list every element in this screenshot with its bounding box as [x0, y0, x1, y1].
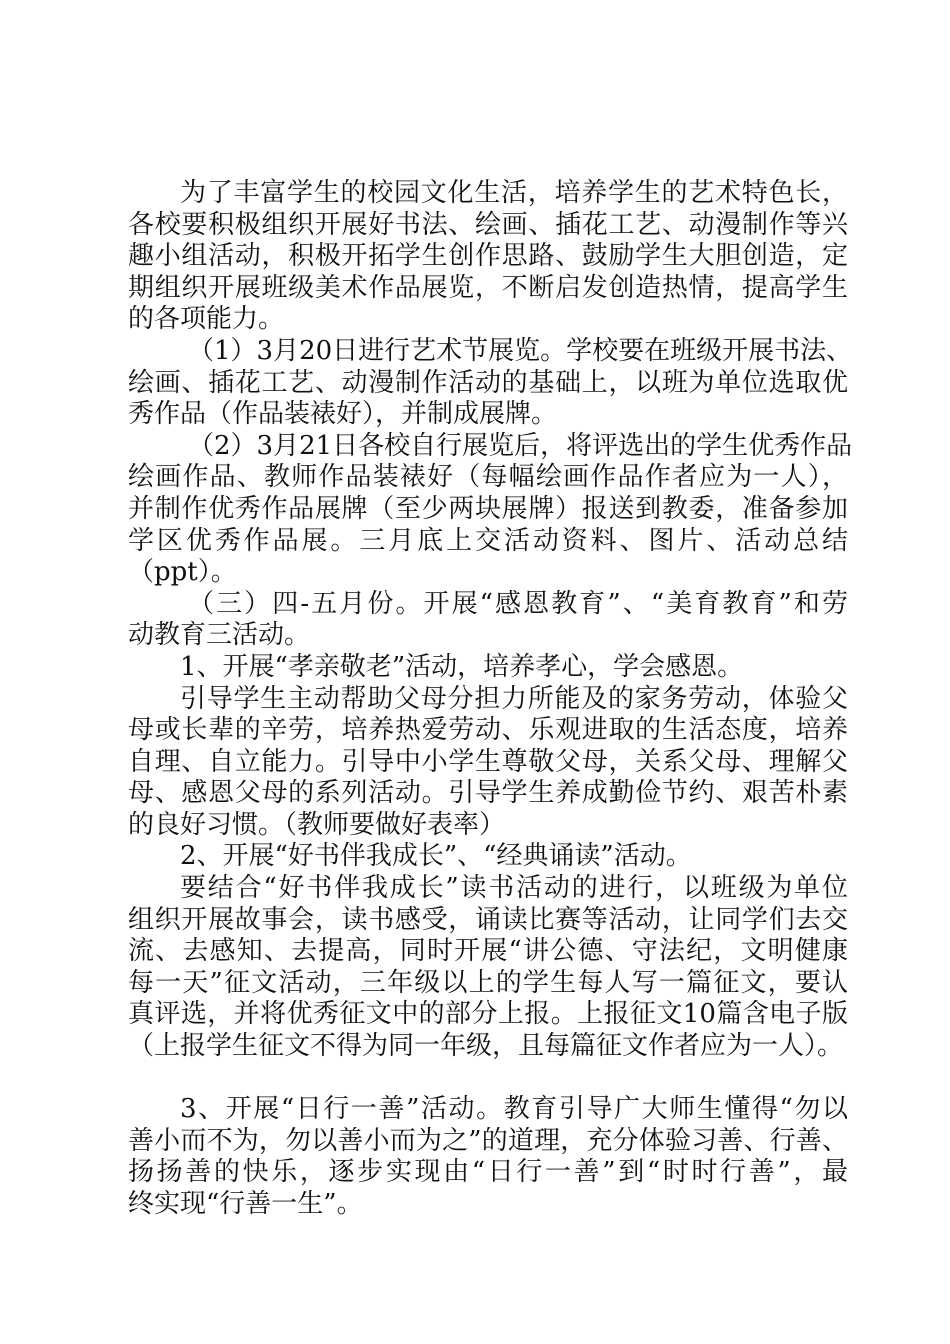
blank-line — [128, 1063, 848, 1095]
text-line: 期组织开展班级美术作品展览，不断启发创造热情，提高学生 — [128, 272, 848, 303]
text-line: 扬扬善的快乐，逐步实现由“日行一善”到“时时行善”，最 — [128, 1157, 848, 1188]
text-line: 自理、自立能力。引导中小学生尊敬父母，关系父母、理解父 — [128, 746, 848, 777]
paragraph-item-2 — [128, 430, 853, 589]
text-line: （2）3月21日各校自行展览后，将评选出的学生优秀作品 — [188, 430, 853, 461]
text-line: 引导学生主动帮助父母分担力所能及的家务劳动，体验父 — [180, 683, 848, 714]
text-line: 每一天”征文活动，三年级以上的学生每人写一篇征文，要认 — [128, 967, 848, 998]
text-line: 为了丰富学生的校园文化生活，培养学生的艺术特色长， — [180, 178, 848, 208]
text-line: 并制作优秀作品展牌（至少两块展牌）报送到教委，准备参加 — [128, 493, 848, 524]
text-line: 终实现“行善一生”。 — [128, 1189, 363, 1219]
text-line: 动教育三活动。 — [128, 620, 311, 651]
text-line: 的各项能力。 — [128, 304, 285, 335]
paragraph-section-3 — [128, 589, 848, 652]
text-line: 秀作品（作品装裱好），并制成展牌。 — [128, 399, 558, 430]
paragraph-body-2 — [128, 873, 848, 1063]
text-line: 善小而不为，勿以善小而为之”的道理，充分体验习善、行善、 — [128, 1125, 848, 1156]
text-line: 绘画、插花工艺、动漫制作活动的基础上，以班为单位选取优 — [128, 367, 848, 398]
text-line: 真评选，并将优秀征文中的部分上报。上报征文10篇含电子版 — [128, 999, 848, 1030]
text-line: 母或长辈的辛劳，培养热爱劳动、乐观进取的生活态度，培养 — [128, 715, 848, 746]
paragraph-body-1 — [128, 684, 848, 842]
subheading: 2、开展“好书伴我成长”、“经典诵读”活动。 — [180, 841, 692, 872]
text-line: 要结合“好书伴我成长”读书活动的进行，以班级为单位 — [180, 873, 848, 904]
section-heading: （三）四-五月份。开展“感恩教育”、“美育教育”和劳 — [188, 588, 848, 619]
text-line: 组织开展故事会，读书感受，诵读比赛等活动，让同学们去交 — [128, 904, 848, 935]
paragraph-body-3 — [128, 1094, 848, 1220]
paragraph-heading-2 — [128, 841, 848, 873]
paragraph-item-1 — [128, 335, 853, 431]
text-line: 学区优秀作品展。三月底上交活动资料、图片、活动总结 — [128, 525, 848, 556]
text-line: （1）3月20日进行艺术节展览。学校要在班级开展书法、 — [188, 335, 853, 366]
text-line: 的良好习惯。（教师要做好表率） — [128, 809, 506, 840]
text-line: 各校要积极组织开展好书法、绘画、插花工艺、动漫制作等兴 — [128, 209, 848, 240]
text-line: 流、去感知、去提高，同时开展“讲公德、守法纪，文明健康 — [128, 936, 848, 967]
text-line: （上报学生征文不得为同一年级，且每篇征文作者应为一人）。 — [128, 1031, 844, 1062]
paragraph-intro — [128, 178, 848, 336]
paragraph-heading-1 — [128, 652, 848, 684]
text-line: 3、开展“日行一善”活动。教育引导广大师生懂得“勿以 — [180, 1094, 848, 1125]
document-body — [128, 178, 853, 1221]
text-line: 母、感恩父母的系列活动。引导学生养成勤俭节约、艰苦朴素 — [128, 778, 848, 809]
text-line: （ppt）。 — [128, 557, 237, 588]
text-line: 趣小组活动，积极开拓学生创作思路、鼓励学生大胆创造，定 — [128, 241, 848, 272]
text-line: 绘画作品、教师作品装裱好（每幅绘画作品作者应为一人）， — [128, 462, 848, 493]
subheading: 1、开展“孝亲敬老”活动，培养孝心，学会感恩。 — [180, 651, 744, 682]
